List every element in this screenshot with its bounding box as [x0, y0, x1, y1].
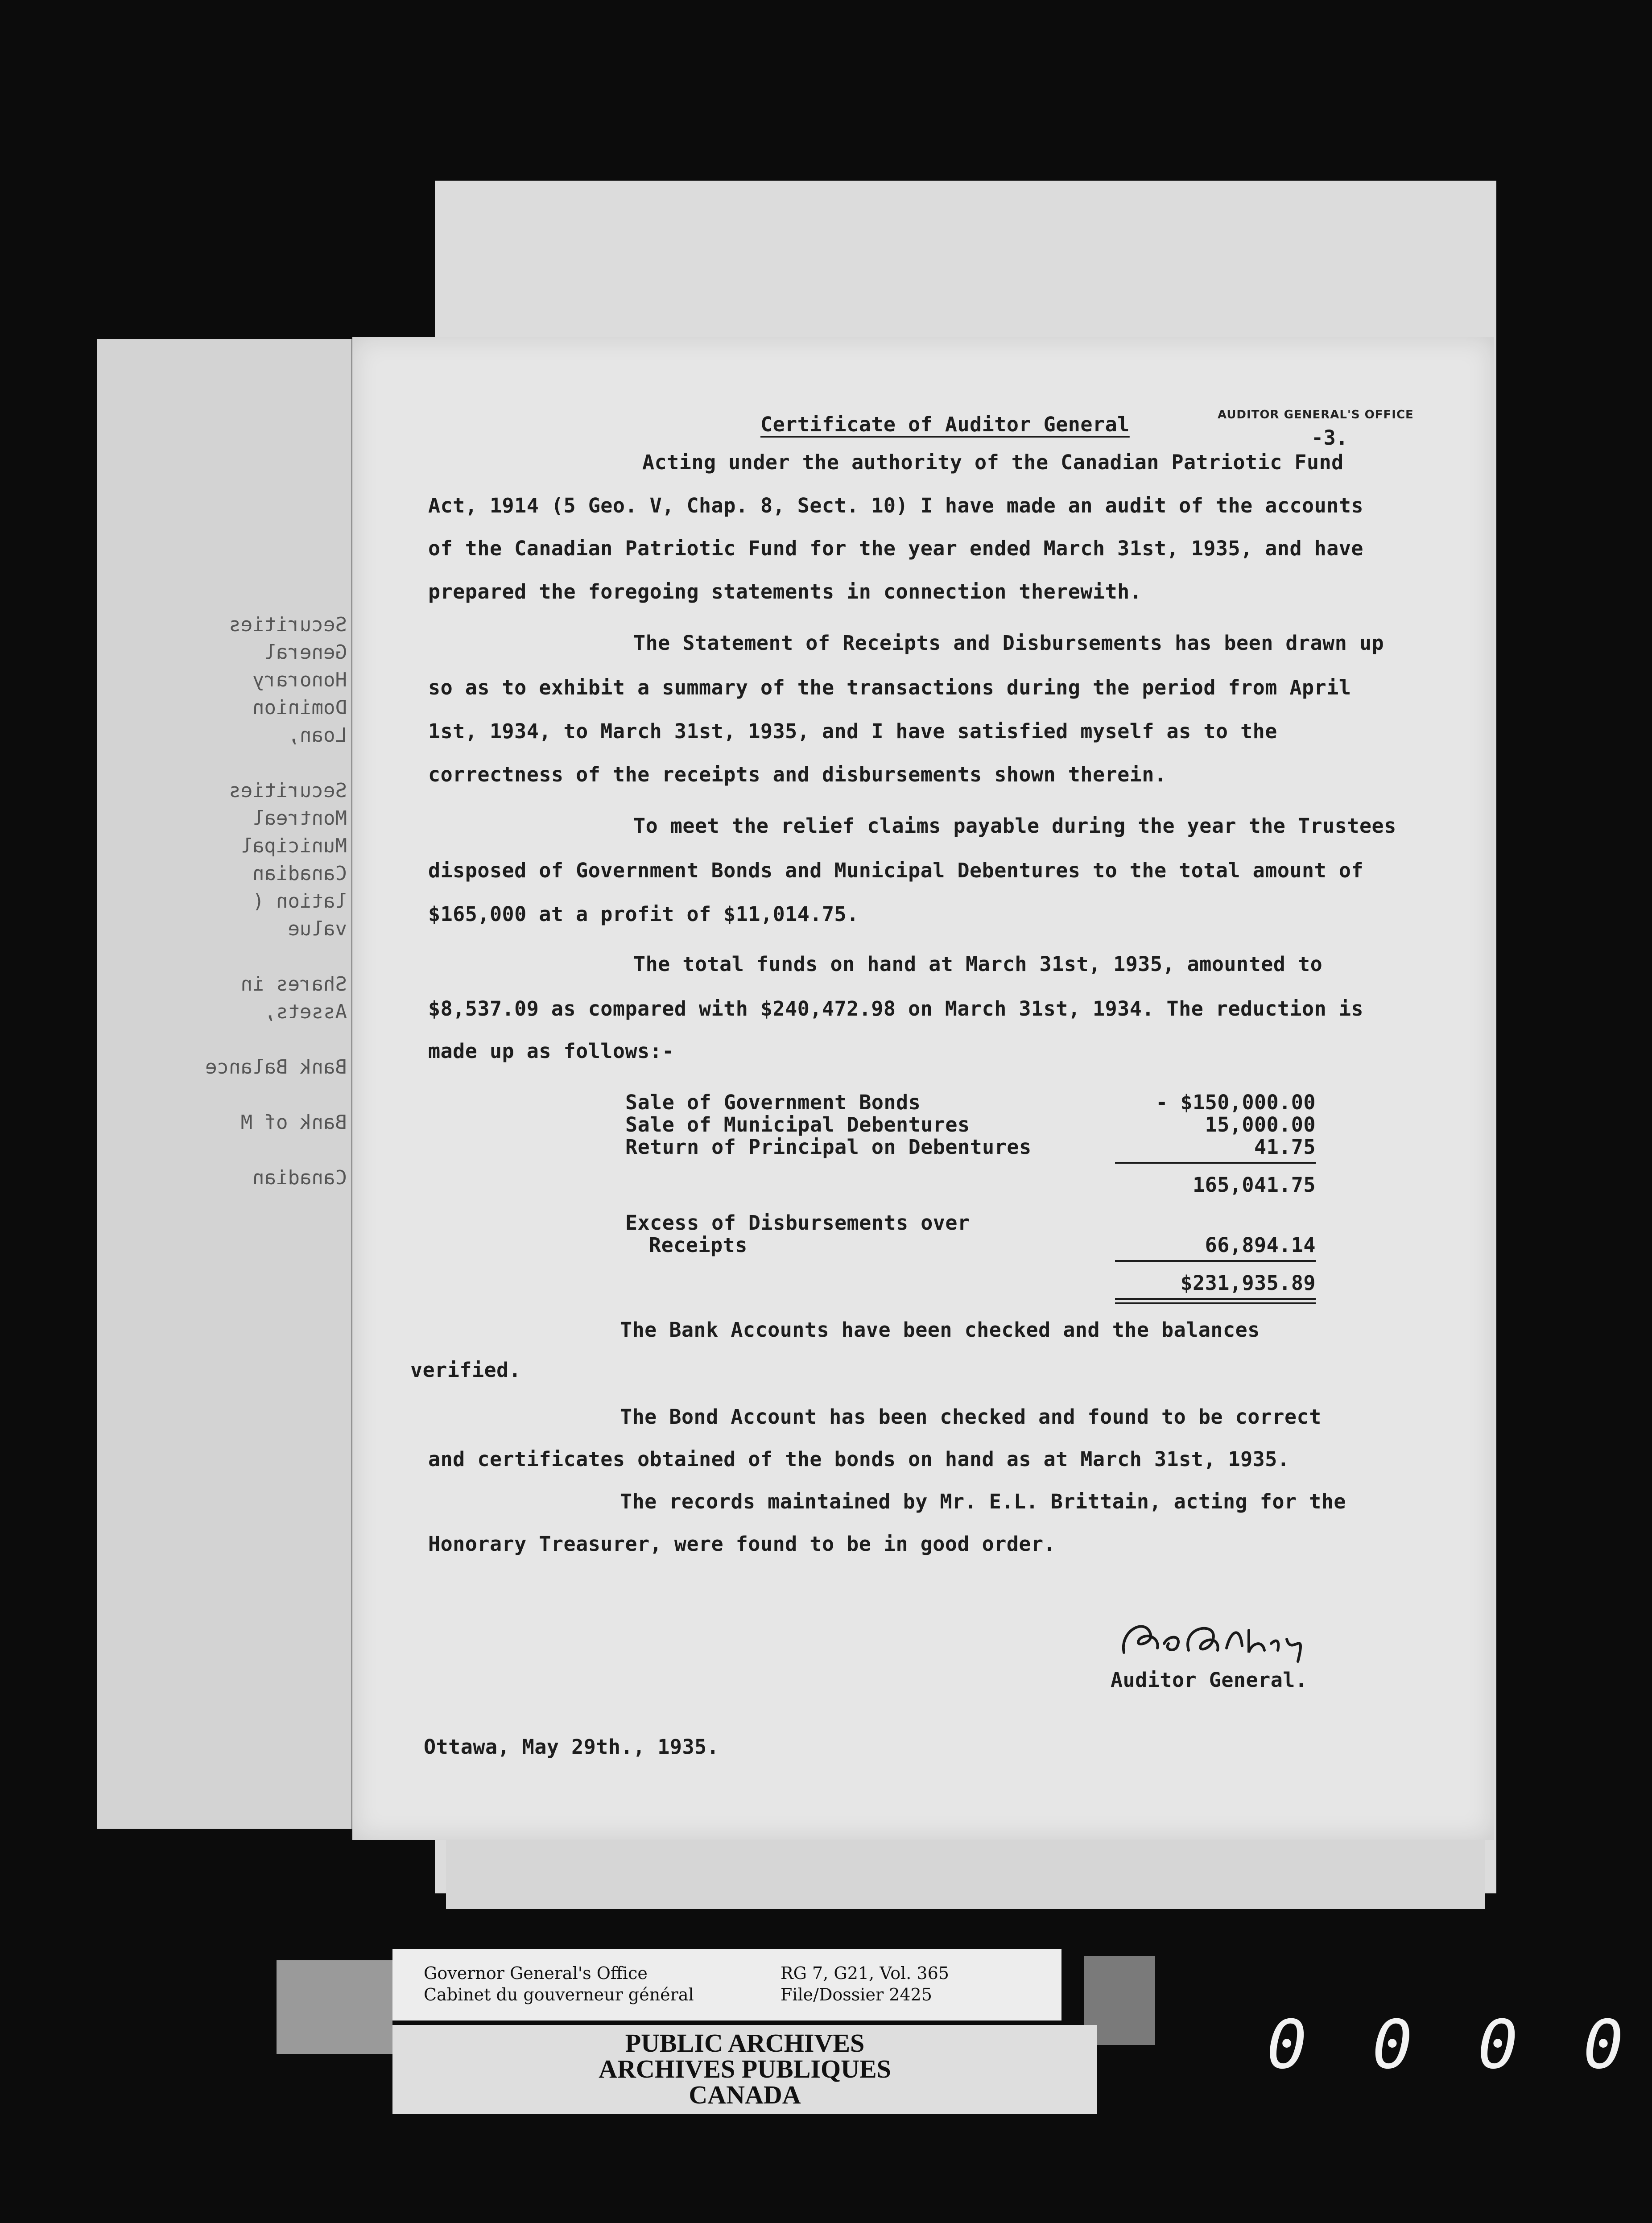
schedule-row-label: Sale of Government Bonds	[625, 1091, 921, 1114]
excess-label: Excess of Disbursements over	[625, 1211, 970, 1235]
schedule-rule	[1115, 1162, 1316, 1164]
mirrored-line: Securities	[229, 779, 347, 802]
mirrored-line	[151, 1026, 347, 1054]
signatory-title: Auditor General.	[1111, 1668, 1308, 1692]
para3-line3: $165,000 at a profit of $11,014.75.	[428, 902, 859, 926]
schedule-row-amount: - $150,000.00	[1156, 1091, 1316, 1114]
date-line: Ottawa, May 29th., 1935.	[424, 1735, 719, 1759]
frame-counter	[1267, 2006, 1623, 2084]
mirrored-line: Dominion	[252, 696, 347, 719]
mirrored-line: General	[264, 641, 347, 664]
para1-line2: Act, 1914 (5 Geo. V, Chap. 8, Sect. 10) I have made an audit of the accounts	[428, 494, 1364, 517]
schedule-row-amount: 15,000.00	[1205, 1113, 1316, 1136]
page-number: -3.	[1311, 426, 1348, 450]
excess-amount: 66,894.14	[1205, 1233, 1316, 1257]
file-number: File/Dossier 2425	[781, 1985, 932, 2004]
mirrored-line: lation (	[252, 890, 347, 913]
archive-reference-card	[392, 1949, 1061, 2021]
para2-line4: correctness of the receipts and disbursements shown therein.	[428, 763, 1167, 786]
mirrored-ledger-text	[151, 611, 347, 1192]
mirrored-line: Canadian	[252, 1166, 347, 1189]
para7-line2: Honorary Treasurer, were found to be in good order.	[428, 1532, 1056, 1556]
mirrored-line: Bank of M	[240, 1111, 347, 1134]
office-stamp: AUDITOR GENERAL'S OFFICE	[1218, 408, 1414, 421]
office-name-fr: Cabinet du gouverneur général	[424, 1985, 694, 2004]
mirrored-line	[151, 1081, 347, 1109]
plate-line-3: CANADA	[689, 2080, 801, 2109]
mirrored-line: Loan,	[288, 724, 347, 747]
frame-digit: 0	[1478, 2006, 1518, 2084]
para7-line1: The records maintained by Mr. E.L. Brittain, acting for the	[620, 1490, 1346, 1513]
certificate-page	[352, 337, 1494, 1840]
excess-label-cont: Receipts	[649, 1233, 748, 1257]
para5-line2: verified.	[410, 1358, 521, 1382]
schedule-rule	[1115, 1260, 1316, 1262]
schedule-row-label: Sale of Municipal Debentures	[625, 1113, 970, 1136]
para2-line1: The Statement of Receipts and Disbursements has been drawn up	[633, 631, 1384, 655]
plate-line-1: PUBLIC ARCHIVES	[625, 2029, 865, 2058]
mirrored-line	[151, 943, 347, 971]
auditor-signature	[1115, 1606, 1316, 1666]
mirrored-line: Montreal	[252, 807, 347, 830]
para1-line4: prepared the foregoing statements in connection therewith.	[428, 580, 1142, 603]
para5-line1: The Bank Accounts have been checked and the balances	[620, 1318, 1260, 1342]
schedule-total: $231,935.89	[1180, 1271, 1316, 1295]
record-group-reference: RG 7, G21, Vol. 365	[781, 1963, 949, 1983]
page-title: Certificate of Auditor General	[760, 413, 1130, 436]
mirrored-line: Honorary	[252, 669, 347, 691]
para4-line2: $8,537.09 as compared with $240,472.98 on March 31st, 1934. The reduction is	[428, 997, 1364, 1021]
schedule-subtotal: 165,041.75	[1193, 1173, 1316, 1197]
left-ledger-page	[97, 339, 355, 1829]
mirrored-line	[151, 1136, 347, 1164]
mirrored-line: Bank Balance	[205, 1056, 347, 1078]
mirrored-line: Securities	[229, 613, 347, 636]
mirrored-line: value	[288, 917, 347, 940]
mirrored-line: Municipal	[240, 835, 347, 857]
frame-digit: 0	[1583, 2006, 1623, 2084]
para2-line3: 1st, 1934, to March 31st, 1935, and I have satisfied myself as to the	[428, 719, 1277, 743]
para2-line2: so as to exhibit a summary of the transactions during the period from April	[428, 676, 1351, 699]
signature-text: Geo. Gonthier	[1115, 1606, 1171, 1614]
para4-line1: The total funds on hand at March 31st, 1935, amounted to	[633, 952, 1323, 976]
mirrored-line: Canadian	[252, 862, 347, 885]
para1-line3: of the Canadian Patriotic Fund for the year ended March 31st, 1935, and have	[428, 537, 1364, 560]
office-name-en: Governor General's Office	[424, 1963, 648, 1983]
plate-line-2: ARCHIVES PUBLIQUES	[599, 2054, 891, 2083]
public-archives-plate	[392, 2025, 1097, 2114]
mirrored-line	[151, 749, 347, 777]
schedule-row-amount: 41.75	[1254, 1135, 1316, 1159]
mirrored-line: Shares in	[240, 973, 347, 996]
para4-line3: made up as follows:-	[428, 1039, 674, 1063]
schedule-row-label: Return of Principal on Debentures	[625, 1135, 1032, 1159]
label-shadow-left	[277, 1960, 392, 2054]
frame-digit: 0	[1372, 2006, 1412, 2084]
para3-line1: To meet the relief claims payable during the year the Trustees	[633, 814, 1396, 838]
frame-digit: 0	[1267, 2006, 1307, 2084]
para3-line2: disposed of Government Bonds and Municipal Debentures to the total amount of	[428, 859, 1364, 882]
para6-line1: The Bond Account has been checked and found to be correct	[620, 1405, 1322, 1429]
para6-line2: and certificates obtained of the bonds on hand as at March 31st, 1935.	[428, 1447, 1290, 1471]
para1-line1: Acting under the authority of the Canadian Patriotic Fund	[642, 450, 1344, 474]
schedule-double-rule	[1115, 1302, 1316, 1304]
schedule-rule	[1115, 1298, 1316, 1300]
mirrored-line: Assets,	[264, 1000, 347, 1023]
